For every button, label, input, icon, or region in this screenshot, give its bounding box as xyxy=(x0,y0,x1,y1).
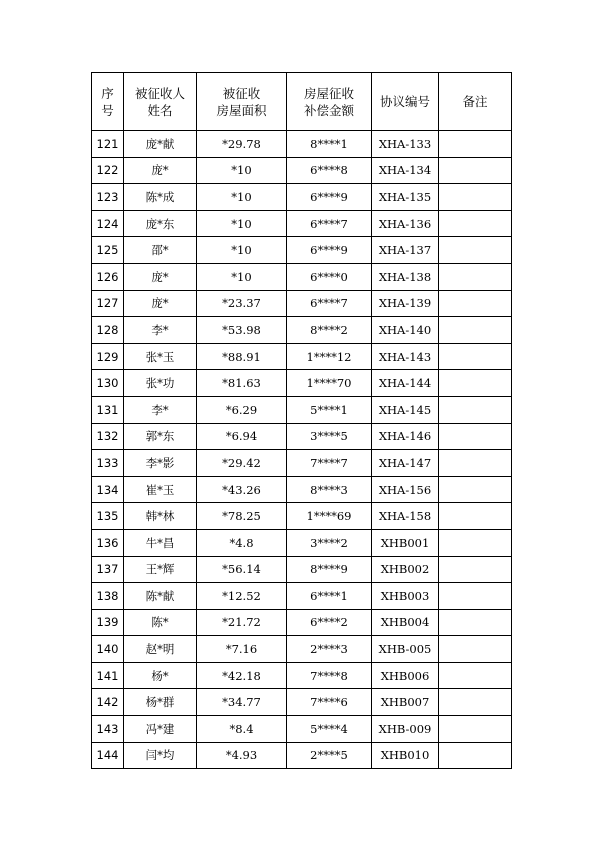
cell-agreement: XHA-140 xyxy=(372,317,439,344)
header-remark: 备注 xyxy=(439,73,512,131)
cell-name: 冯*建 xyxy=(124,716,197,743)
cell-name: 李* xyxy=(124,396,197,423)
cell-name: 赵*明 xyxy=(124,636,197,663)
cell-remark xyxy=(439,210,512,237)
cell-remark xyxy=(439,370,512,397)
cell-index: 121 xyxy=(92,131,124,158)
cell-index: 128 xyxy=(92,317,124,344)
cell-amount: 3****2 xyxy=(287,529,372,556)
cell-area: *29.78 xyxy=(197,131,287,158)
cell-index: 122 xyxy=(92,157,124,184)
table-row xyxy=(92,396,512,423)
cell-index: 141 xyxy=(92,662,124,689)
cell-index: 126 xyxy=(92,263,124,290)
cell-agreement: XHA-147 xyxy=(372,450,439,477)
cell-name: 庞* xyxy=(124,263,197,290)
cell-agreement: XHA-156 xyxy=(372,476,439,503)
cell-amount: 6****8 xyxy=(287,157,372,184)
cell-index: 129 xyxy=(92,343,124,370)
cell-name: 陈*献 xyxy=(124,583,197,610)
cell-index: 144 xyxy=(92,742,124,769)
table-row xyxy=(92,317,512,344)
cell-remark xyxy=(439,343,512,370)
cell-index: 130 xyxy=(92,370,124,397)
cell-name: 杨*群 xyxy=(124,689,197,716)
cell-area: *21.72 xyxy=(197,609,287,636)
cell-amount: 5****4 xyxy=(287,716,372,743)
cell-agreement: XHA-143 xyxy=(372,343,439,370)
cell-name: 庞*东 xyxy=(124,210,197,237)
table-row xyxy=(92,263,512,290)
cell-remark xyxy=(439,237,512,264)
cell-index: 139 xyxy=(92,609,124,636)
cell-amount: 6****0 xyxy=(287,263,372,290)
cell-area: *8.4 xyxy=(197,716,287,743)
cell-amount: 6****9 xyxy=(287,184,372,211)
cell-remark xyxy=(439,556,512,583)
cell-remark xyxy=(439,503,512,530)
cell-amount: 1****69 xyxy=(287,503,372,530)
cell-agreement: XHB003 xyxy=(372,583,439,610)
cell-amount: 6****9 xyxy=(287,237,372,264)
cell-area: *81.63 xyxy=(197,370,287,397)
cell-index: 133 xyxy=(92,450,124,477)
cell-amount: 6****7 xyxy=(287,290,372,317)
table-row xyxy=(92,290,512,317)
cell-agreement: XHA-135 xyxy=(372,184,439,211)
cell-index: 135 xyxy=(92,503,124,530)
table-row xyxy=(92,503,512,530)
cell-name: 邵* xyxy=(124,237,197,264)
table-row xyxy=(92,742,512,769)
cell-name: 李*影 xyxy=(124,450,197,477)
cell-remark xyxy=(439,317,512,344)
cell-remark xyxy=(439,423,512,450)
cell-remark xyxy=(439,184,512,211)
cell-agreement: XHB-005 xyxy=(372,636,439,663)
cell-amount: 1****12 xyxy=(287,343,372,370)
cell-area: *10 xyxy=(197,157,287,184)
cell-amount: 7****8 xyxy=(287,662,372,689)
cell-area: *7.16 xyxy=(197,636,287,663)
cell-area: *6.29 xyxy=(197,396,287,423)
cell-area: *78.25 xyxy=(197,503,287,530)
cell-area: *4.93 xyxy=(197,742,287,769)
cell-name: 庞*献 xyxy=(124,131,197,158)
cell-agreement: XHB001 xyxy=(372,529,439,556)
cell-agreement: XHA-138 xyxy=(372,263,439,290)
cell-area: *6.94 xyxy=(197,423,287,450)
table-row xyxy=(92,689,512,716)
cell-remark xyxy=(439,450,512,477)
cell-agreement: XHB002 xyxy=(372,556,439,583)
cell-index: 132 xyxy=(92,423,124,450)
cell-index: 142 xyxy=(92,689,124,716)
cell-remark xyxy=(439,529,512,556)
cell-agreement: XHB010 xyxy=(372,742,439,769)
cell-index: 127 xyxy=(92,290,124,317)
cell-amount: 2****5 xyxy=(287,742,372,769)
compensation-table xyxy=(91,72,512,769)
cell-agreement: XHA-139 xyxy=(372,290,439,317)
cell-remark xyxy=(439,263,512,290)
table-row xyxy=(92,450,512,477)
table-row xyxy=(92,131,512,158)
cell-amount: 8****2 xyxy=(287,317,372,344)
cell-amount: 3****5 xyxy=(287,423,372,450)
header-area: 被征收 房屋面积 xyxy=(197,73,287,131)
cell-name: 牛*昌 xyxy=(124,529,197,556)
cell-name: 陈* xyxy=(124,609,197,636)
cell-remark xyxy=(439,742,512,769)
cell-index: 140 xyxy=(92,636,124,663)
cell-index: 124 xyxy=(92,210,124,237)
cell-agreement: XHA-134 xyxy=(372,157,439,184)
cell-remark xyxy=(439,396,512,423)
cell-area: *10 xyxy=(197,184,287,211)
cell-remark xyxy=(439,636,512,663)
cell-amount: 8****1 xyxy=(287,131,372,158)
cell-name: 庞* xyxy=(124,290,197,317)
cell-remark xyxy=(439,609,512,636)
cell-name: 陈*成 xyxy=(124,184,197,211)
table-row xyxy=(92,716,512,743)
cell-name: 杨* xyxy=(124,662,197,689)
cell-amount: 8****3 xyxy=(287,476,372,503)
cell-name: 李* xyxy=(124,317,197,344)
cell-remark xyxy=(439,583,512,610)
table-row xyxy=(92,184,512,211)
cell-area: *10 xyxy=(197,263,287,290)
cell-agreement: XHA-144 xyxy=(372,370,439,397)
cell-area: *56.14 xyxy=(197,556,287,583)
cell-amount: 7****7 xyxy=(287,450,372,477)
cell-area: *42.18 xyxy=(197,662,287,689)
cell-area: *10 xyxy=(197,237,287,264)
cell-name: 韩*林 xyxy=(124,503,197,530)
header-amount: 房屋征收 补偿金额 xyxy=(287,73,372,131)
cell-area: *10 xyxy=(197,210,287,237)
cell-area: *4.8 xyxy=(197,529,287,556)
table-row xyxy=(92,583,512,610)
cell-agreement: XHA-136 xyxy=(372,210,439,237)
cell-remark xyxy=(439,662,512,689)
table-row xyxy=(92,157,512,184)
cell-name: 崔*玉 xyxy=(124,476,197,503)
cell-amount: 5****1 xyxy=(287,396,372,423)
cell-remark xyxy=(439,131,512,158)
cell-agreement: XHB006 xyxy=(372,662,439,689)
cell-agreement: XHB-009 xyxy=(372,716,439,743)
cell-name: 张*功 xyxy=(124,370,197,397)
cell-remark xyxy=(439,689,512,716)
cell-index: 134 xyxy=(92,476,124,503)
cell-amount: 6****7 xyxy=(287,210,372,237)
table-row xyxy=(92,556,512,583)
table-row xyxy=(92,529,512,556)
cell-area: *12.52 xyxy=(197,583,287,610)
cell-area: *43.26 xyxy=(197,476,287,503)
cell-name: 张*玉 xyxy=(124,343,197,370)
cell-amount: 2****3 xyxy=(287,636,372,663)
cell-area: *88.91 xyxy=(197,343,287,370)
cell-index: 136 xyxy=(92,529,124,556)
cell-name: 闫*均 xyxy=(124,742,197,769)
cell-agreement: XHA-158 xyxy=(372,503,439,530)
cell-index: 123 xyxy=(92,184,124,211)
table-row xyxy=(92,210,512,237)
cell-area: *53.98 xyxy=(197,317,287,344)
cell-index: 125 xyxy=(92,237,124,264)
cell-agreement: XHA-133 xyxy=(372,131,439,158)
cell-index: 143 xyxy=(92,716,124,743)
table-body xyxy=(92,131,512,769)
cell-name: 庞* xyxy=(124,157,197,184)
table-row xyxy=(92,423,512,450)
header-agreement: 协议编号 xyxy=(372,73,439,131)
cell-area: *29.42 xyxy=(197,450,287,477)
cell-area: *23.37 xyxy=(197,290,287,317)
cell-index: 131 xyxy=(92,396,124,423)
table-row xyxy=(92,662,512,689)
table-header-row xyxy=(92,73,512,131)
header-index: 序 号 xyxy=(92,73,124,131)
table-row xyxy=(92,237,512,264)
cell-remark xyxy=(439,476,512,503)
cell-amount: 6****2 xyxy=(287,609,372,636)
cell-amount: 6****1 xyxy=(287,583,372,610)
header-name: 被征收人 姓名 xyxy=(124,73,197,131)
cell-agreement: XHA-145 xyxy=(372,396,439,423)
cell-index: 137 xyxy=(92,556,124,583)
cell-name: 王*辉 xyxy=(124,556,197,583)
cell-remark xyxy=(439,716,512,743)
cell-agreement: XHA-146 xyxy=(372,423,439,450)
table-row xyxy=(92,636,512,663)
cell-index: 138 xyxy=(92,583,124,610)
cell-agreement: XHA-137 xyxy=(372,237,439,264)
table-row xyxy=(92,370,512,397)
cell-name: 郭*东 xyxy=(124,423,197,450)
cell-agreement: XHB004 xyxy=(372,609,439,636)
cell-amount: 7****6 xyxy=(287,689,372,716)
cell-remark xyxy=(439,290,512,317)
cell-remark xyxy=(439,157,512,184)
table-row xyxy=(92,343,512,370)
cell-amount: 8****9 xyxy=(287,556,372,583)
table-row xyxy=(92,609,512,636)
cell-agreement: XHB007 xyxy=(372,689,439,716)
cell-area: *34.77 xyxy=(197,689,287,716)
cell-amount: 1****70 xyxy=(287,370,372,397)
table-row xyxy=(92,476,512,503)
